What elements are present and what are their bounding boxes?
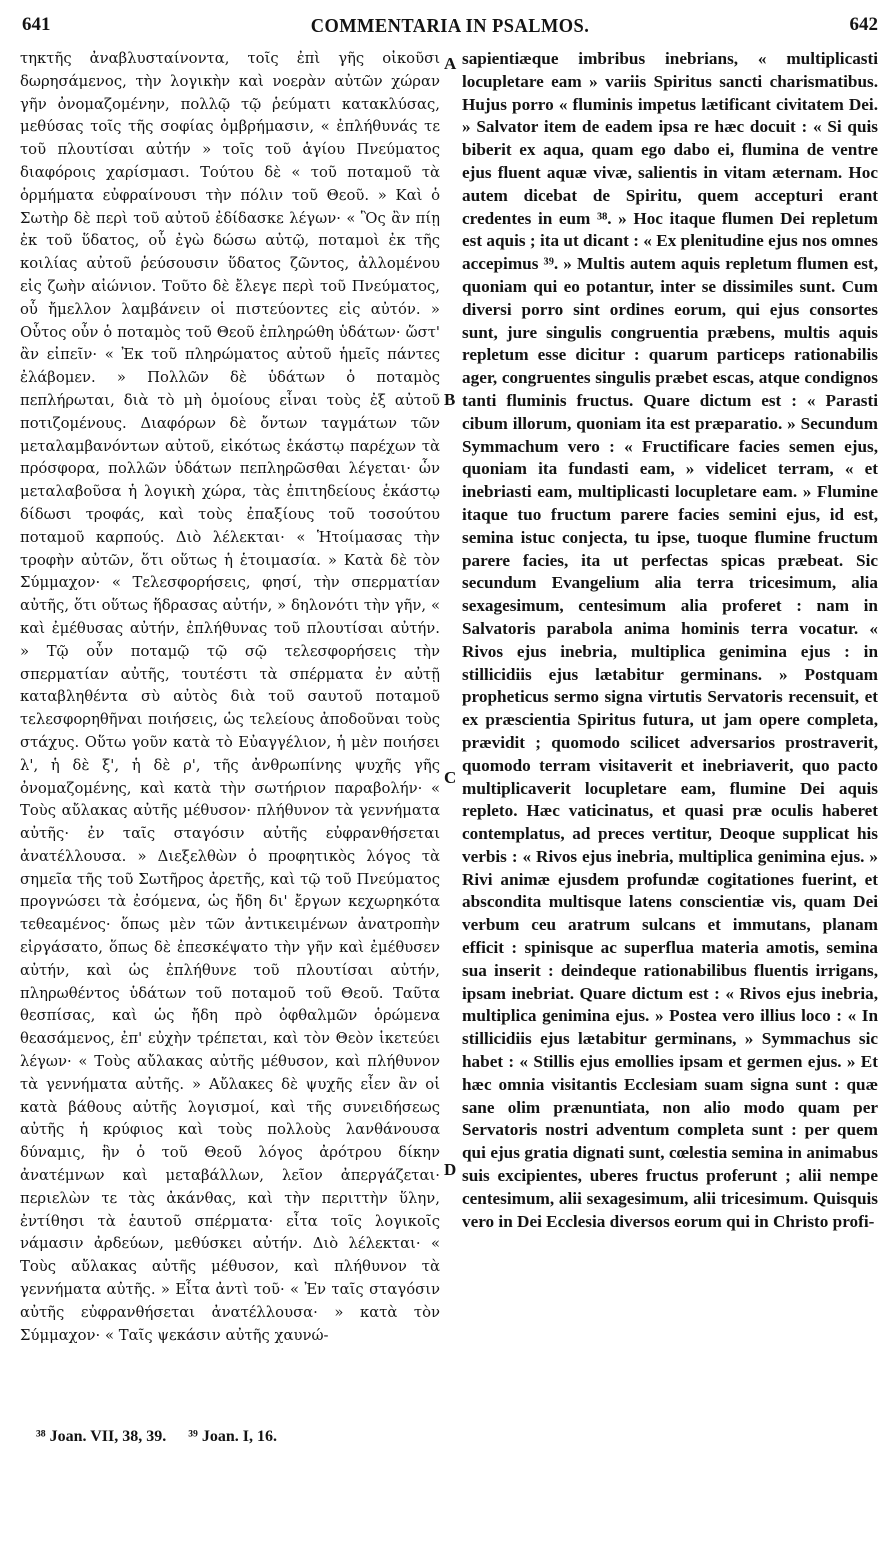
footnotes xyxy=(36,1428,295,1446)
greek-text: τηκτῆς ἀναβλυσταίνοντα, τοῖς ἐπὶ γῆς οἰκοῦσι δωρησάμενος, τὴν λογικὴν καὶ νοερὰν αὐτῶν χώραν γῆν ὀνομαζομένην, πολλῷ τῷ ῥεύματι κατακλύσας, μεθύσας τοῖς τῆς σοφίας ὀμβρήμασιν, « ἐπλήθυνάς τε τοῦ πλουτίσαι αὐτήν » τοῖς τοῦ ἁγίου Πνεύματος διαφόροις χαρίσμασι. Τούτου δὲ « τοῦ ποταμοῦ τὰ ὁρμήματα εὐφραίνουσι τὴν πόλιν τοῦ Θεοῦ. » Καὶ ὁ Σωτὴρ δὲ περὶ τοῦ αὐτοῦ ἐδίδασκε λέγων· « Ὃς ἂν πίῃ ἐκ τοῦ ὕδατος, οὗ ἐγὼ δώσω αὐτῷ, ποταμοὶ ἐκ τῆς κοιλίας αὐτοῦ ῥεύσουσιν ὕδατος ζῶντος, ἀλλομένου εἰς ζωὴν αἰώνιον. Τοῦτο δὲ ἔλεγε περὶ τοῦ Πνεύματος, οὗ ἤμελλον λαμβάνειν οἱ πιστεύοντες εἰς αὐτόν. » Οὗτος οὖν ὁ ποταμὸς τοῦ Θεοῦ ἐπληρώθη ὑδάτων· ὥστ' ἂν εἰπεῖν· « Ἐκ τοῦ πληρώματος αὐτοῦ ἡμεῖς πάντες ἐλάβομεν. » Πολλῶν δὲ ὑδάτων ὁ ποταμὸς πεπλήρωται, διὰ τὸ μὴ ὁμοίους εἶναι τοὺς ἐξ αὐτοῦ ποτιζομένους. Διαφόρων δὲ ὄντων ταγμάτων τῶν μεταλαμβανόντων αὐτοῦ, εἰκότως ἑκάστῳ παρέχων τὰ πρόσφορα, πολλῶν ὑδάτων πεπληρῶσθαι λέγεται· ὧν μεταλαβοῦσα ἡ λογικὴ χώρα, τὰς ἐπιτηδείους ἑκάστῳ δίδωσι τροφάς, καὶ τοὺς ἐπαξίους τοῦ τοσούτου ποταμοῦ καρπούς. Διὸ λέλεκται· « Ἡτοίμασας τὴν τροφὴν αὐτῶν, ὅτι οὕτως ἡ ἑτοιμασία. » Κατὰ δὲ τὸν Σύμμαχον· « Τελεσφορήσεις, φησί, τὴν σπερματίαν αὐτῆς, ὅτι οὕτως ἥδρασας αὐτήν, » δηλονότι τὴν γῆν, « καὶ ἐμέθυσας αὐτήν, ἐπλήθυνας τοῦ πλουτίσαι αὐτήν. » Τῷ οὖν ποταμῷ τῷ σῷ τελεσφορήσεις τὴν σπερματίαν αὐτῆς, τουτέστι τὰ σπέρματα ἐν αὐτῇ καταβληθέντα σὺ αὐτὸς διὰ τοῦ σαυτοῦ ποταμοῦ τελεσφορηθῆναι ποιήσεις, ὡς τελείους ἀποδοῦναι τοὺς στάχυς. Οὕτω γοῦν κατὰ τὸ Εὐαγγέλιον, ἡ μὲν ποιήσει λ', ἡ δὲ ξ', ἡ δὲ ρ', τῆς ἀνθρωπίνης ψυχῆς γῆς ὀνομαζομένης, καὶ κατὰ τὴν σωτήριον παραβολήν· « Τοὺς αὔλακας αὐτῆς μέθυσον· πλήθυνον τὰ γεννήματα αὐτῆς· ἐν ταῖς σταγόσιν αὐτῆς εὐφρανθήσεται ἀνατέλλουσα. » Διεξελθὼν ὁ προφητικὸς λόγος τὰ σημεῖα τῆς τοῦ Σωτῆρος ἀρετῆς, καὶ τῷ τοῦ Πνεύματος προγνώσει τὰ ἐσόμενα, ὡς ἤδη δι' ἔργων κεχωρηκότα τεθεαμένος· ὅπως μὲν τῶν ἀντικειμένων ἀνατροπὴν εἰργάσατο, ὅπως δὲ ἐπεσκέψατο τὴν γῆν καὶ ἐμέθυσεν αὐτήν, καὶ ὡς ἐπλήθυνε τοῦ πλουτίσαι αὐτήν, πληρωθέντος ὑδάτων τοῦ ποταμοῦ τοῦ Θεοῦ. Ταῦτα θεσπίσας, καὶ ὡς ἤδη πρὸ ὀφθαλμῶν ὁρώμενα θεασάμενος, ἐπ' εὐχὴν τρέπεται, καὶ τὸν Θεὸν ἱκετεύει λέγων· « Τοὺς αὔλακας αὐτῆς μέθυσον, καὶ πλήθυνον τὰ γεννήματα αὐτῆς. » Αὔλακες δὲ ψυχῆς εἶεν ἂν οἱ κατὰ βάθους αὐτῆς λογισμοί, καὶ τῆς συνειδήσεως αὐτῆς ἡ κρύφιος καὶ τοὺς πολλοὺς λανθάνουσα δύναμις, ἣν ὁ τοῦ Θεοῦ λόγος ἀρότρου δίκην ἀνατέμνων καὶ μεταβάλλων, λεῖον ἀπεργάζεται· περιελὼν τε τὰς ἀκάνθας, καὶ τὴν περιττὴν ὕλην, ἐντίθησι τὰ ἑαυτοῦ σπέρματα· εἶτα τοῖς λογικοῖς νάμασιν ἀρδεύων, μεθύσκει αὐτήν. Διὸ λέλεκται· « Τοὺς αὔλακας αὐτῆς μέθυσον, καὶ πλήθυνον τὰ γεννήματα αὐτῆς. » Εἶτα ἀντὶ τοῦ· « Ἐν ταῖς σταγόσιν αὐτῆς εὐφρανθήσεται ἀνατέλλουσα· » κατὰ τὸν Σύμμαχον· « Ταῖς ψεκάσιν αὐτῆς χαυνώ- xyxy=(20,50,440,1344)
margin-marker-b: B xyxy=(444,390,456,409)
margin-marker-d: D xyxy=(444,1160,457,1179)
latin-text: sapientiæque imbribus inebrians, « multiplicasti locupletare eam » variis Spiritus sancti charismatibus. Hujus porro « fluminis impetus lætificant civitatem Dei. » Salvator item de eadem ipsa re hæc docuit : « Si quis biberit ex aqua, quam ego dabo ei, flumina de ventre ejus fluent aquæ vivæ, salientis in vitam æternam. Hoc autem dicebat de Spiritu, quem accepturi erant credentes in eum ³⁸. » Hoc itaque flumen Dei repletum est aquis ; ita ut dicant : « Ex plenitudine ejus nos omnes accepimus ³⁹. » Multis autem aquis repletum flumen est, quoniam qui eo potantur, inter se dissimiles sunt. Cum diversi porro sint ordines eorum, qui ejus consortes sunt, jure singulis congruentia præbens, multis aquis repletum esse dicitur : quarum particeps rationabilis ager, congruentes singulis præbet escas, atque condignos tanti fluminis fructus. Quare dictum est : « Parasti cibum illorum, quoniam ita est præparatio. » Secundum Symmachum vero : « Fructificare facies semen ejus, quoniam ita fundasti eam, » videlicet terram, « et inebriasti eam, multiplicasti locupletare eam. » Flumine itaque tuo fructum parere facies semini ejus, id est, semina istuc conjecta, tu ipse, tuoque flumine fructum parere facies, ita ut perfectas spicas præbeat. Sic secundum Evangelium alia terra tricesimum, alia sexagesimum, centesimum alia proferet : nam in Salvatoris parabola anima hominis terra vocatur. « Rivos ejus inebria, multiplica genimina ejus : in stillicidiis ejus lætabitur germinans. » Postquam propheticus sermo signa virtutis Servatoris recensuit, et ex præscientia Spiritus futura, ut jam opere completa, prævidit ; quomodo scilicet adversarios prostraverit, quomodo terram visitaverit et inebriaverit, quo pacto multiplicaverit locupletare eam, flumine Dei aquis repleto. Hæc vaticinatus, et quasi præ oculis haberet contemplatus, ad preces vertitur, Deoque supplicat his verbis : « Rivos ejus inebria, multiplica genimina ejus. » Rivi animæ ejusdem profundæ cogitationes fuerint, et abscondita multisque latens conscientiæ vis, quam Dei verbum ceu aratrum sulcans et immutans, planam efficit : spinisque ac superflua materia amotis, semina sua inserit : deindeque rationabilibus fluentis irrigans, ipsam inebriat. Quare dictum est : « Rivos ejus inebria, multiplica genimina ejus. » Postea vero illius loco : « In stillicidiis ejus lætabitur germinans, » Symmachus sic habet : « Stillis ejus emollies ipsam et germen ejus. » Et hæc omnia visitantis Ecclesiam suam signa sunt : quæ sane olim prænuntiata, non alio modo quam per Servatoris nostri adventum completa sunt : per quem qui ejus gratia dignati sunt, cœlestia semina in animabus suis excipientes, uberes fructus proferunt ; alii nempe centesimum, alii sexagesimum, alii tricesimum. Quisquis vero in Dei Ecclesia diversos eorum qui in Christo profi- xyxy=(462,49,878,1231)
footnote-38: ³⁸ Joan. VII, 38, 39. xyxy=(36,1428,167,1445)
margin-marker-c: C xyxy=(444,768,457,787)
footnote-39: ³⁹ Joan. I, 16. xyxy=(188,1428,277,1445)
page-number-left: 641 xyxy=(22,14,51,35)
latin-column xyxy=(462,48,878,1233)
margin-marker-a: A xyxy=(444,54,457,73)
page-number-right: 642 xyxy=(849,14,878,35)
greek-column xyxy=(20,48,440,1347)
running-title: COMMENTARIA IN PSALMOS. xyxy=(310,15,590,37)
page-header xyxy=(22,14,878,44)
